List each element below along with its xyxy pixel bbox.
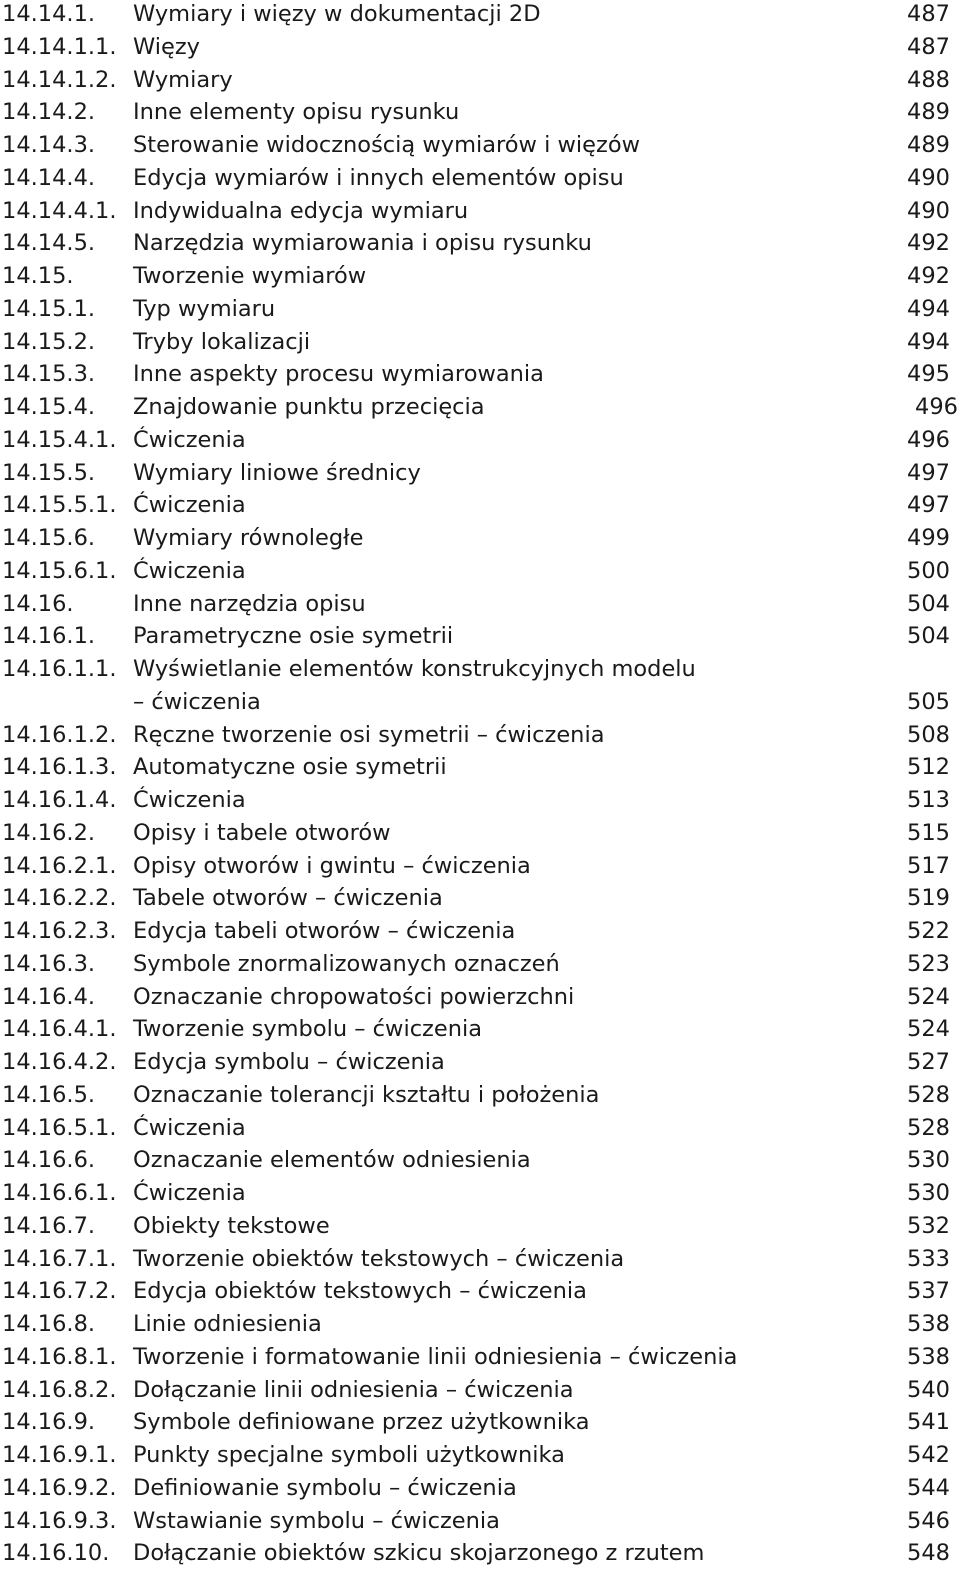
toc-entry-number: 14.16.5. (2, 1081, 96, 1108)
toc-entry (0, 786, 960, 819)
toc-entry-number: 14.16.9. (2, 1409, 96, 1436)
toc-entry (0, 295, 960, 328)
toc-entry-title: Wymiary i więzy w dokumentacji 2D (133, 1, 541, 27)
toc-entry-title: Wymiary równoległe (133, 525, 364, 551)
toc-entry-page: 490 (907, 164, 950, 191)
toc-entry-page: 492 (907, 263, 950, 289)
toc-entry-number: 14.16.8.1. (2, 1343, 117, 1370)
toc-entry-title: Oznaczanie elementów odniesienia (133, 1147, 531, 1174)
toc-entry (0, 1212, 960, 1245)
toc-entry-number: 14.16.7.2. (2, 1278, 117, 1305)
toc-entry (0, 983, 960, 1016)
toc-entry-number: 14.15.5. (2, 459, 96, 486)
toc-entry-number: 14.15.4.1. (2, 426, 117, 453)
toc-entry-page: 542 (907, 1442, 950, 1468)
toc-entry (0, 164, 960, 197)
toc-entry (0, 1343, 960, 1376)
toc-entry (0, 1376, 960, 1409)
toc-entry (0, 1146, 960, 1179)
toc-entry-page: 512 (907, 754, 950, 781)
toc-entry-title: Oznaczanie chropowatości powierzchni (133, 983, 575, 1010)
toc-entry-title: Typ wymiaru (133, 295, 276, 322)
toc-entry-title: Ręczne tworzenie osi symetrii – ćwiczenia (133, 721, 605, 748)
toc-entry-page: 533 (907, 1245, 950, 1272)
toc-entry-title: Inne aspekty procesu wymiarowania (133, 361, 544, 388)
toc-entry-number: 14.16.4. (2, 983, 96, 1010)
toc-entry-title: Tworzenie symbolu – ćwiczenia (133, 1016, 483, 1043)
toc-entry-page: 530 (907, 1147, 950, 1174)
toc-entry-number: 14.14.2. (2, 99, 96, 126)
toc-entry (0, 622, 960, 655)
toc-entry-page: 496 (915, 394, 958, 420)
toc-entry (0, 360, 960, 393)
toc-entry-number: 14.15.6.1. (2, 557, 117, 584)
toc-entry (0, 1114, 960, 1147)
toc-entry-title: Wymiary liniowe średnicy (133, 459, 421, 486)
toc-entry-page: 524 (907, 983, 950, 1010)
toc-entry-number: 14.16.2. (2, 819, 96, 846)
toc-entry-number: 14.15.6. (2, 525, 96, 551)
toc-entry-number: 14.16.2.1. (2, 852, 117, 879)
toc-entry-title: Inne elementy opisu rysunku (133, 99, 460, 126)
toc-entry-page: 500 (907, 557, 950, 584)
toc-entry (0, 819, 960, 852)
toc-entry-number: 14.15.3. (2, 361, 96, 388)
toc-entry (0, 459, 960, 492)
toc-entry-page: 541 (907, 1409, 950, 1436)
toc-entry-page: 488 (907, 66, 950, 93)
toc-entry-number: 14.16.4.2. (2, 1049, 117, 1075)
toc-entry-page: 527 (907, 1049, 950, 1075)
toc-entry-page: 494 (907, 328, 950, 355)
toc-entry-number: 14.16.4.1. (2, 1016, 117, 1043)
toc-entry (0, 1441, 960, 1474)
toc-entry-number: 14.14.1. (2, 1, 96, 27)
toc-entry-number: 14.16.6.1. (2, 1180, 117, 1206)
toc-entry-page: 489 (907, 132, 950, 158)
toc-entry-number: 14.16.1.3. (2, 754, 117, 781)
toc-entry-number: 14.16.1. (2, 623, 96, 650)
toc-entry (0, 0, 960, 33)
toc-entry-page: 528 (907, 1081, 950, 1108)
toc-entry-title: Dołączanie linii odniesienia – ćwiczenia (133, 1376, 574, 1403)
toc-entry (0, 753, 960, 786)
toc-entry-title: Symbole definiowane przez użytkownika (133, 1409, 590, 1436)
toc-entry-page: 522 (907, 918, 950, 944)
toc-entry (0, 1539, 960, 1572)
toc-entry-page: 492 (907, 230, 950, 257)
toc-entry-number: 14.16.2.2. (2, 885, 117, 912)
toc-entry-number: 14.16.9.1. (2, 1442, 117, 1468)
toc-entry-number: 14.16.8.2. (2, 1376, 117, 1403)
toc-entry-title: Automatyczne osie symetrii (133, 754, 447, 781)
toc-entry-title: Inne narzędzia opisu (133, 590, 366, 617)
toc-entry-number: 14.16.8. (2, 1311, 96, 1337)
toc-entry-number: 14.14.4.1. (2, 197, 117, 224)
toc-entry (0, 590, 960, 623)
toc-entry-page: 532 (907, 1212, 950, 1239)
toc-entry-page: 504 (907, 623, 950, 650)
toc-entry (0, 1179, 960, 1212)
toc-entry (0, 1474, 960, 1507)
toc-entry-title: Tryby lokalizacji (133, 328, 311, 355)
toc-entry (0, 328, 960, 361)
toc-entry-title: Ćwiczenia (133, 1180, 246, 1206)
toc-entry-number: 14.15.2. (2, 328, 96, 355)
toc-entry-page: 538 (907, 1311, 950, 1337)
toc-entry-title: Ćwiczenia (133, 557, 246, 584)
toc-entry (0, 262, 960, 295)
toc-entry (0, 393, 960, 426)
toc-entry-page: 544 (907, 1474, 950, 1501)
toc-entry (0, 524, 960, 557)
toc-entry-number: 14.16.9.3. (2, 1507, 117, 1534)
toc-entry-title: Wyświetlanie elementów konstrukcyjnych modelu (133, 656, 696, 682)
toc-entry (0, 655, 960, 688)
toc-entry-number: 14.16.3. (2, 950, 96, 977)
toc-entry-title: Parametryczne osie symetrii (133, 623, 454, 650)
toc-entry-page: 524 (907, 1016, 950, 1043)
toc-entry-title: Indywidualna edycja wymiaru (133, 197, 469, 224)
toc-entry-number: 14.16.7. (2, 1212, 96, 1239)
toc-entry (0, 917, 960, 950)
toc-entry (0, 1310, 960, 1343)
toc-entry-title: Dołączanie obiektów szkicu skojarzonego z rzutem (133, 1540, 705, 1567)
toc-entry-page: 487 (907, 1, 950, 27)
toc-entry-title: Sterowanie widocznością wymiarów i więzów (133, 132, 640, 158)
toc-entry-page: 499 (907, 525, 950, 551)
toc-entry-number: 14.16.7.1. (2, 1245, 117, 1272)
toc-entry-number: 14.14.4. (2, 164, 96, 191)
toc-entry (0, 1507, 960, 1540)
toc-entry-page: 523 (907, 950, 950, 977)
toc-entry-page: 513 (907, 787, 950, 813)
toc-entry-title: Ćwiczenia (133, 492, 246, 519)
toc-entry (0, 33, 960, 66)
toc-entry-page: 530 (907, 1180, 950, 1206)
toc-entry-number: 14.16. (2, 590, 74, 617)
toc-entry-title: Edycja obiektów tekstowych – ćwiczenia (133, 1278, 587, 1305)
toc-entry-page: 497 (907, 459, 950, 486)
toc-entry-number: 14.14.5. (2, 230, 96, 257)
toc-entry-page: 497 (907, 492, 950, 519)
toc-entry-page: 490 (907, 197, 950, 224)
toc-entry (0, 1015, 960, 1048)
toc-entry-page: 546 (907, 1507, 950, 1534)
toc-entry-number: 14.16.5.1. (2, 1114, 117, 1141)
toc-entry (0, 131, 960, 164)
toc-entry-title: Obiekty tekstowe (133, 1212, 330, 1239)
toc-entry-title: Znajdowanie punktu przecięcia (133, 394, 485, 420)
toc-entry (0, 1408, 960, 1441)
toc-entry-number: 14.16.10. (2, 1540, 110, 1567)
toc-entry (0, 852, 960, 885)
toc-entry-title: Edycja wymiarów i innych elementów opisu (133, 164, 624, 191)
toc-entry-page: 540 (907, 1376, 950, 1403)
toc-entry-page: 504 (907, 590, 950, 617)
toc-entry (0, 1048, 960, 1081)
toc-entry-page: 494 (907, 295, 950, 322)
toc-entry-number: 14.16.6. (2, 1147, 96, 1174)
toc-entry-number: 14.15.5.1. (2, 492, 117, 519)
toc-entry-title: Oznaczanie tolerancji kształtu i położenia (133, 1081, 600, 1108)
toc-entry-page: 548 (907, 1540, 950, 1567)
toc-entry-title: Wymiary (133, 66, 233, 93)
toc-entry-page: 487 (907, 33, 950, 60)
toc-entry-number: 14.16.1.4. (2, 787, 117, 813)
toc-entry-page: 515 (907, 819, 950, 846)
toc-entry-number: 14.15. (2, 263, 74, 289)
toc-entry-page: 528 (907, 1114, 950, 1141)
toc-entry-number: 14.16.9.2. (2, 1474, 117, 1501)
toc-entry-title: Definiowanie symbolu – ćwiczenia (133, 1474, 517, 1501)
toc-entry (0, 950, 960, 983)
toc-entry (0, 721, 960, 754)
toc-entry-page: 508 (907, 721, 950, 748)
toc-entry-title: Ćwiczenia (133, 426, 246, 453)
toc-entry-title: Tabele otworów – ćwiczenia (133, 885, 443, 912)
toc-entry (0, 884, 960, 917)
toc-entry-title: Narzędzia wymiarowania i opisu rysunku (133, 230, 592, 257)
toc-entry-number: 14.14.1.2. (2, 66, 117, 93)
toc-entry-title: Tworzenie i formatowanie linii odniesienia – ćwiczenia (133, 1343, 738, 1370)
toc-entry-title: Tworzenie wymiarów (133, 263, 367, 289)
toc-entry-title: Opisy i tabele otworów (133, 819, 391, 846)
toc-entry-title: Ćwiczenia (133, 787, 246, 813)
toc-entry-title: Punkty specjalne symboli użytkownika (133, 1442, 565, 1468)
toc-entry-page: 489 (907, 99, 950, 126)
toc-entry-title: Edycja tabeli otworów – ćwiczenia (133, 918, 516, 944)
toc-entry-page: 537 (907, 1278, 950, 1305)
toc-entry-page: 505 (907, 688, 950, 715)
toc-entry-page: 519 (907, 885, 950, 912)
toc-entry-title: – ćwiczenia (133, 688, 261, 715)
toc-entry-title: Tworzenie obiektów tekstowych – ćwiczenia (133, 1245, 625, 1272)
toc-entry (0, 557, 960, 590)
toc-entry (0, 1245, 960, 1278)
toc-entry-number: 14.16.1.1. (2, 656, 117, 682)
toc-entry-title: Więzy (133, 33, 200, 60)
toc-entry-number: 14.16.2.3. (2, 918, 117, 944)
toc-entry (0, 229, 960, 262)
toc-entry (0, 491, 960, 524)
toc-entry-number: 14.16.1.2. (2, 721, 117, 748)
toc-entry-page: 496 (907, 426, 950, 453)
toc-entry (0, 1081, 960, 1114)
toc-entry (0, 197, 960, 230)
toc-entry (0, 426, 960, 459)
toc-entry-title: Edycja symbolu – ćwiczenia (133, 1049, 445, 1075)
toc-entry-number: 14.14.3. (2, 132, 96, 158)
toc-entry-title: Ćwiczenia (133, 1114, 246, 1141)
toc-entry-page: 538 (907, 1343, 950, 1370)
toc-entry-number: 14.14.1.1. (2, 33, 117, 60)
toc-entry (0, 98, 960, 131)
toc-entry-number: 14.15.4. (2, 394, 96, 420)
toc-entry-title: Wstawianie symbolu – ćwiczenia (133, 1507, 500, 1534)
toc-entry-title: Linie odniesienia (133, 1311, 322, 1337)
toc-entry-page: 517 (907, 852, 950, 879)
toc-entry (0, 688, 960, 721)
toc-entry (0, 1277, 960, 1310)
toc-entry-title: Opisy otworów i gwintu – ćwiczenia (133, 852, 531, 879)
toc-entry-number: 14.15.1. (2, 295, 96, 322)
toc-entry-page: 495 (907, 361, 950, 388)
toc-entry (0, 66, 960, 99)
toc-entry-title: Symbole znormalizowanych oznaczeń (133, 950, 560, 977)
